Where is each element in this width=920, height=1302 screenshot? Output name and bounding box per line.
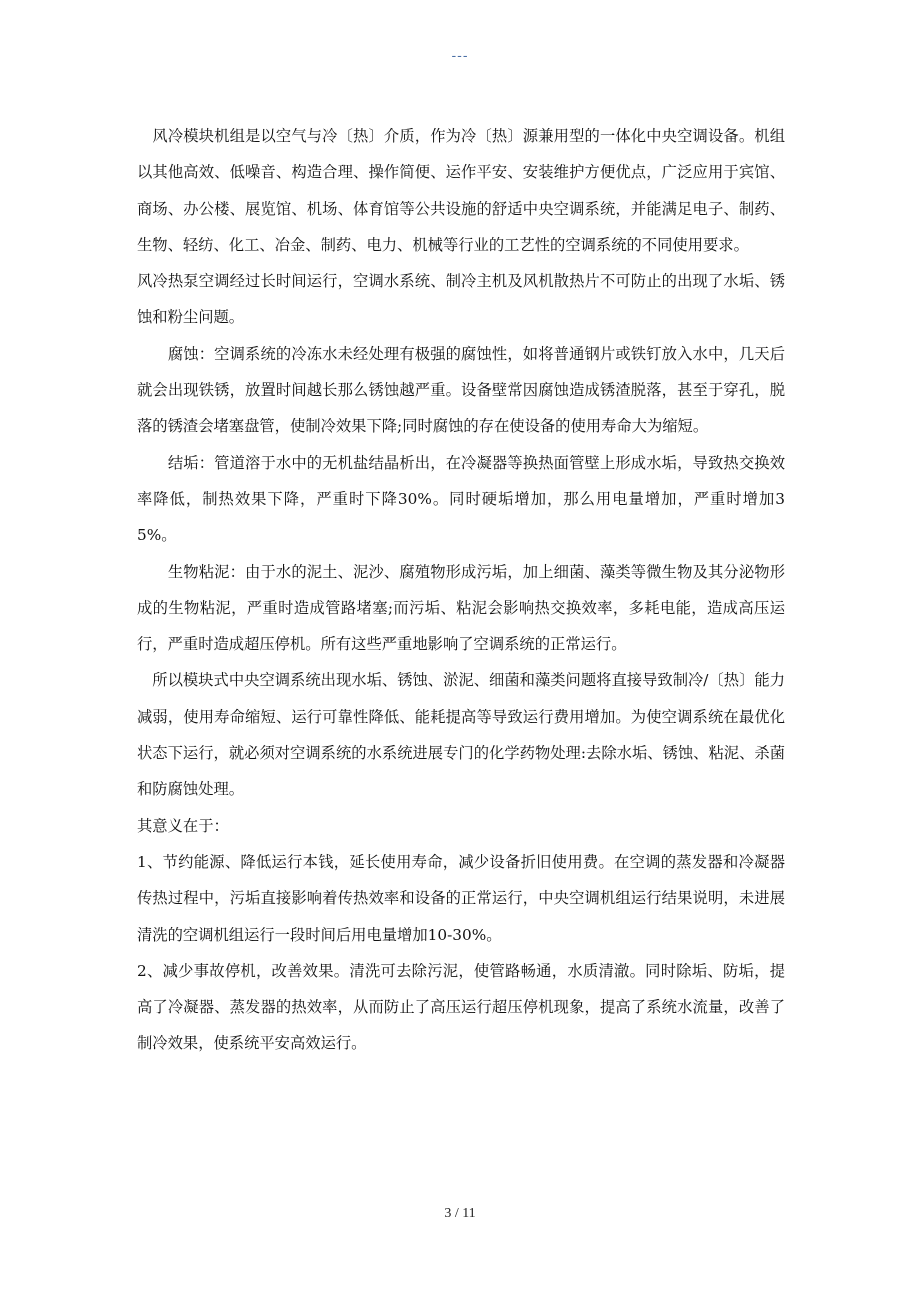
paragraph-point-1: 1、节约能源、降低运行本钱，延长使用寿命，减少设备折旧使用费。在空调的蒸发器和冷凝器传热过程中，污垢直接影响着传热效率和设备的正常运行，中央空调机组运行结果说明，未进展清洗的空调机组运行一段时间后用电量增加10-30%。 bbox=[137, 852, 785, 944]
paragraph-problem-overview: 风冷热泵空调经过长时间运行，空调水系统、制冷主机及风机散热片不可防止的出现了水垢、锈蚀和粉尘问题。 bbox=[137, 272, 785, 327]
document-body bbox=[137, 118, 785, 1062]
paragraph-biological-slime: 生物粘泥：由于水的泥土、泥沙、腐殖物形成污垢，加上细菌、藻类等微生物及其分泌物形成的生物粘泥，严重时造成管路堵塞;而污垢、粘泥会影响热交换效率，多耗电能，造成高压运行，严重时造成超压停机。所有这些严重地影响了空调系统的正常运行。 bbox=[137, 562, 785, 654]
paragraph-treatment: 所以模块式中央空调系统出现水垢、锈蚀、淤泥、细菌和藻类问题将直接导致制冷/〔热〕能力减弱，使用寿命缩短、运行可靠性降低、能耗提高等导致运行费用增加。为使空调系统在最优化状态下运行，就必须对空调系统的水系统进展专门的化学药物处理:去除水垢、锈蚀、粘泥、杀菌和防腐蚀处理。 bbox=[137, 671, 785, 799]
page-header-mark: --- bbox=[451, 49, 469, 64]
paragraph-significance-heading: 其意义在于： bbox=[137, 816, 229, 835]
paragraph-point-2: 2、减少事故停机，改善效果。清洗可去除污泥，使管路畅通，水质清澈。同时除垢、防垢，提高了冷凝器、蒸发器的热效率，从而防止了高压运行超压停机现象，提高了系统水流量，改善了制冷效果，使系统平安高效运行。 bbox=[137, 961, 785, 1053]
paragraph-scaling: 结垢：管道溶于水中的无机盐结晶析出，在冷凝器等换热面管壁上形成水垢，导致热交换效率降低，制热效果下降，严重时下降30%。同时硬垢增加，那么用电量增加，严重时增加35%。 bbox=[137, 453, 785, 545]
paragraph-intro: 风冷模块机组是以空气与冷〔热〕介质，作为冷〔热〕源兼用型的一体化中央空调设备。机组以其他高效、低噪音、构造合理、操作简便、运作平安、安装维护方便优点，广泛应用于宾馆、商场、办公楼、展览馆、机场、体育馆等公共设施的舒适中央空调系统，并能满足电子、制药、生物、轻纺、化工、冶金、制药、电力、机械等行业的工艺性的空调系统的不同使用要求。 bbox=[137, 127, 785, 254]
paragraph-corrosion: 腐蚀：空调系统的冷冻水未经处理有极强的腐蚀性，如将普通钢片或铁钉放入水中，几天后就会出现铁锈，放置时间越长那么锈蚀越严重。设备壁常因腐蚀造成锈渣脱落，甚至于穿孔，脱落的锈渣会堵塞盘管，使制冷效果下降;同时腐蚀的存在使设备的使用寿命大为缩短。 bbox=[137, 344, 785, 436]
page-number: 3 / 11 bbox=[444, 1206, 476, 1221]
